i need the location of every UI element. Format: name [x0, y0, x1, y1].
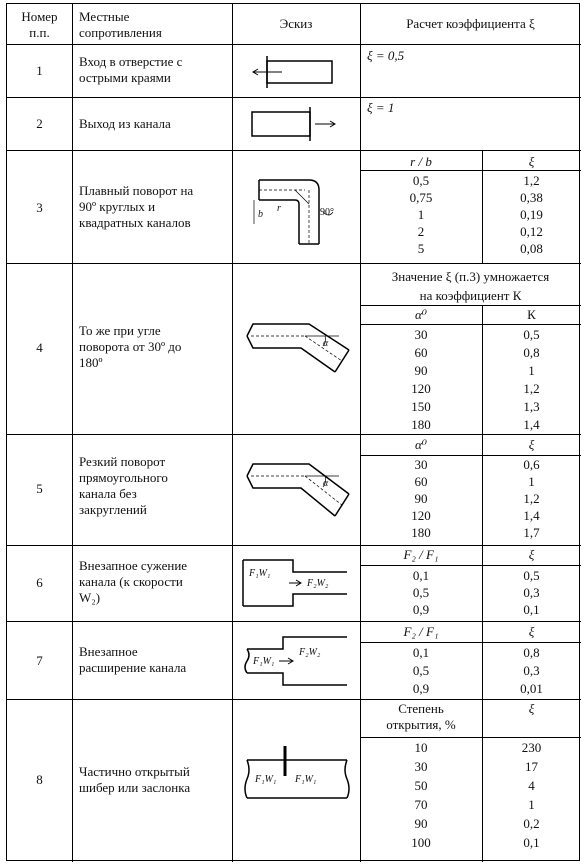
row-1-name: Вход в отверстие с острыми краями [79, 54, 183, 85]
row-7-col1-cell: 0,5 [412, 663, 430, 678]
sketch-8-label-left: F₁W₁ [255, 774, 277, 785]
row-7-col1-head: F₂ / F₁ [403, 624, 439, 639]
row-divider [7, 621, 581, 622]
sketch-4-label-alpha: α [323, 338, 329, 349]
row-7-col2-cell: 0,01 [520, 681, 543, 696]
row-4-name: То же при угле поворота от 30º до 180º [79, 323, 182, 370]
row-4-col2-cell: 1 [528, 363, 535, 378]
row-6-name: Внезапное сужение канала (к скорости W₂) [79, 558, 188, 605]
header-calc: Расчет коэффициента ξ [406, 16, 535, 31]
row-5-col1-head: α⁰ [414, 437, 428, 452]
row-8-col2-cell: 1 [528, 797, 535, 812]
row-8-col2-cell: 0,1 [523, 835, 540, 850]
sketch-7-label-right: F₂W₂ [299, 647, 321, 658]
row-6-col1 [360, 568, 482, 619]
sketch-inlet [247, 56, 347, 88]
row-3-col1-cell: 1 [417, 207, 425, 222]
row-6-col2-cell: 0,3 [523, 585, 540, 600]
header-resistances: Местные сопротивления [79, 9, 162, 40]
row-2-name: Выход из канала [79, 116, 171, 131]
row-3-col1-head: r / b [410, 154, 432, 169]
row-8-col1-cell: 30 [414, 759, 428, 774]
row-3-col2-cell: 1,2 [523, 173, 540, 188]
sketch-3-label-angle: 90° [320, 207, 334, 218]
sketch-3-label-b: b [258, 209, 263, 220]
header-num: Номер п.п. [21, 9, 58, 40]
row-3-col2-cell: 0,38 [520, 190, 543, 205]
row-3-col2-cell: 0,12 [520, 224, 543, 239]
row-8-col1-head: Степень открытия, % [386, 701, 456, 732]
row-8-col2-cell: 0,2 [523, 816, 540, 831]
row-5-col2-cell: 1 [528, 474, 535, 489]
sketch-3-label-r: r [277, 203, 281, 214]
row-5-col2-head: ξ [528, 437, 535, 452]
row-4-col2-head: К [527, 307, 536, 322]
sketch-contraction [239, 556, 355, 612]
row-8-col1-cell: 50 [414, 778, 428, 793]
row-4-col1-cell: 60 [414, 345, 428, 360]
row-8-col1 [360, 740, 482, 854]
row-4-col2 [482, 327, 581, 435]
row-5-col1-cell: 180 [411, 525, 431, 540]
row-1-num: 1 [36, 63, 43, 78]
row-4-col2-cell: 1,2 [523, 381, 540, 396]
sketch-angled-bend [239, 316, 355, 376]
row-2-calc: ξ = 1 [367, 100, 395, 115]
col-divider [232, 4, 233, 862]
row-7-col2-head: ξ [528, 624, 535, 639]
row-6-col2-cell: 0,5 [523, 568, 540, 583]
row-8-col1-cell: 70 [414, 797, 428, 812]
sketch-6-label-left: F₁W₁ [249, 568, 271, 579]
row-7-col1-cell: 0,9 [412, 681, 430, 696]
row-4-col1-cell: 180 [411, 417, 431, 432]
row-5-num: 5 [36, 481, 43, 496]
row-4-col1-cell: 120 [411, 381, 431, 396]
row-3-col1-cell: 0,75 [409, 190, 433, 205]
row-3-col2-cell: 0,08 [520, 241, 543, 256]
row-3-col1-cell: 2 [417, 224, 425, 239]
row-6-col1-cell: 0,5 [412, 585, 430, 600]
header-sketch: Эскиз [279, 16, 313, 31]
row-4-col1-cell: 90 [414, 363, 428, 378]
row-7-col2 [482, 645, 581, 699]
row-divider [7, 545, 581, 546]
row-6-col2-head: ξ [528, 547, 535, 562]
row-8-num: 8 [36, 772, 43, 787]
subheader-line [360, 170, 581, 171]
subheader-line [360, 565, 581, 566]
subheader-line [360, 305, 581, 306]
row-4-col2-cell: 0,8 [523, 345, 540, 360]
row-8-col2-cell: 4 [528, 778, 535, 793]
row-divider [7, 97, 581, 98]
row-6-col1-head: F₂ / F₁ [403, 547, 439, 562]
row-divider [7, 44, 581, 45]
row-5-col2-cell: 1,2 [523, 491, 540, 506]
row-3-col1-cell: 5 [417, 241, 425, 256]
row-8-col1-cell: 90 [414, 816, 428, 831]
row-8-name: Частично открытый шибер или заслонка [79, 764, 191, 795]
subheader-line [360, 642, 581, 643]
row-5-col2-cell: 0,6 [523, 457, 540, 472]
row-divider [7, 699, 581, 700]
row-5-col1-cell: 30 [414, 457, 428, 472]
row-5-col2-cell: 1,7 [523, 525, 540, 540]
row-6-col1-cell: 0,9 [412, 602, 430, 617]
row-4-col2-cell: 0,5 [523, 327, 540, 342]
row-8-col2 [482, 740, 581, 854]
row-3-col2-head: ξ [528, 154, 535, 169]
resistance-table [6, 3, 580, 861]
row-4-col1-cell: 30 [414, 327, 428, 342]
row-7-col1-cell: 0,1 [412, 645, 430, 660]
row-6-col2-cell: 0,1 [523, 602, 540, 617]
row-5-name: Резкий поворот прямоугольного канала без закруглений [79, 454, 168, 517]
row-7-col1 [360, 645, 482, 699]
subheader-line [360, 324, 581, 325]
row-3-name: Плавный поворот на 90º круглых и квадратных каналов [79, 183, 194, 230]
row-4-note: Значение ξ (п.3) умножается на коэффициент К [391, 269, 550, 303]
row-6-col1-cell: 0,1 [412, 568, 430, 583]
sketch-5-label-alpha: α [323, 478, 329, 489]
row-5-col2-cell: 1,4 [523, 508, 540, 523]
row-8-col2-head: ξ [528, 701, 535, 716]
row-3-col1 [360, 173, 482, 258]
row-3-col2-cell: 0,19 [520, 207, 543, 222]
row-7-num: 7 [36, 653, 43, 668]
row-1-calc: ξ = 0,5 [367, 48, 405, 63]
row-divider [7, 263, 581, 264]
row-3-col2 [482, 173, 581, 258]
row-4-col1 [360, 327, 482, 435]
col-divider [72, 4, 73, 862]
row-5-col1-cell: 120 [411, 508, 431, 523]
sketch-6-label-right: F₂W₂ [307, 578, 329, 589]
row-7-col2-cell: 0,3 [523, 663, 540, 678]
row-5-col2 [482, 457, 581, 542]
row-5-col1-cell: 90 [414, 491, 428, 506]
row-2-num: 2 [36, 116, 43, 131]
row-8-col1-cell: 100 [411, 835, 431, 850]
row-divider [7, 150, 581, 151]
subheader-line [360, 737, 581, 738]
row-5-col1-cell: 60 [414, 474, 428, 489]
row-7-col2-cell: 0,8 [523, 645, 540, 660]
sketch-outlet [247, 107, 347, 141]
row-8-col2-cell: 230 [521, 740, 542, 755]
row-4-col2-cell: 1,4 [523, 417, 540, 432]
row-3-num: 3 [36, 200, 43, 215]
subheader-line [360, 455, 581, 456]
row-7-name: Внезапное расширение канала [79, 644, 187, 675]
row-4-col1-cell: 150 [411, 399, 431, 414]
row-8-col2-cell: 17 [525, 759, 538, 774]
row-8-col1-cell: 10 [414, 740, 428, 755]
row-5-col1 [360, 457, 482, 542]
row-6-num: 6 [36, 575, 43, 590]
sketch-7-label-left: F₁W₁ [253, 656, 275, 667]
row-4-num: 4 [36, 340, 43, 355]
row-6-col2 [482, 568, 581, 619]
sketch-sharp-bend [239, 456, 355, 522]
row-4-col2-cell: 1,3 [523, 399, 540, 414]
row-4-col1-head: α⁰ [414, 307, 428, 322]
row-3-col1-cell: 0,5 [412, 173, 430, 188]
sketch-smooth-bend [237, 172, 355, 252]
sketch-8-label-right: F₁W₁ [295, 774, 317, 785]
